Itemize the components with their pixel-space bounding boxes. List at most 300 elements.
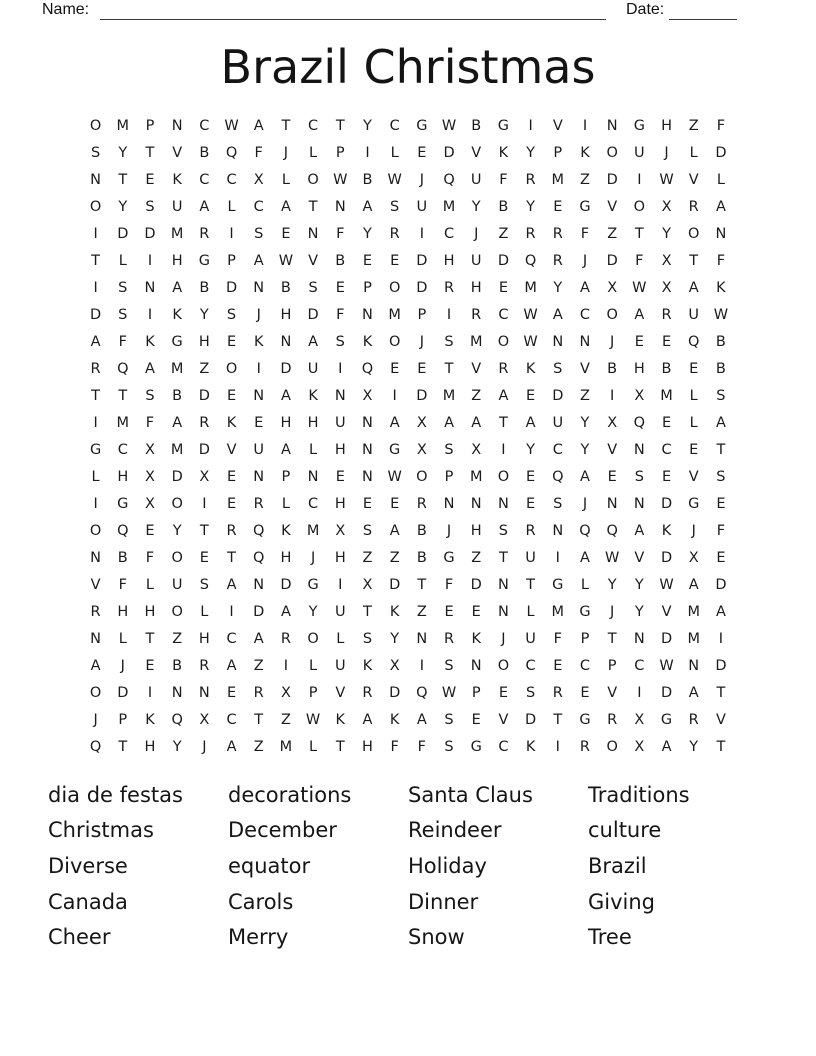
grid-letter: K <box>281 522 291 539</box>
date-label: Date: <box>626 1 665 18</box>
grid-letter: I <box>338 576 343 593</box>
grid-letter: D <box>416 252 428 269</box>
grid-letter: T <box>145 144 155 161</box>
grid-letter: A <box>226 576 237 593</box>
grid-letter: A <box>525 414 536 431</box>
grid-letter: E <box>444 603 454 620</box>
word-bank-item: Cheer <box>48 925 111 950</box>
word-bank-item: decorations <box>228 782 352 807</box>
grid-letter: L <box>281 495 290 512</box>
grid-letter: V <box>308 252 319 269</box>
grid-letter: N <box>198 684 210 701</box>
grid-letter: N <box>171 117 183 134</box>
grid-letter: Z <box>471 549 482 566</box>
grid-letter: O <box>633 198 646 215</box>
grid-letter: X <box>661 252 672 269</box>
grid-letter: A <box>715 603 726 620</box>
grid-letter: L <box>336 630 345 647</box>
grid-letter: Z <box>688 117 699 134</box>
grid-letter: E <box>661 333 672 350</box>
grid-letter: N <box>715 225 727 242</box>
grid-letter: M <box>170 441 184 458</box>
grid-letter: V <box>661 603 672 620</box>
grid-letter: D <box>307 306 319 323</box>
grid-letter: F <box>580 225 590 242</box>
grid-letter: G <box>470 738 482 755</box>
grid-letter: C <box>443 225 455 242</box>
grid-letter: X <box>145 441 155 458</box>
grid-letter: K <box>172 306 182 323</box>
grid-letter: G <box>579 711 591 728</box>
grid-letter: B <box>607 360 618 377</box>
word-bank-item: Canada <box>48 889 128 914</box>
grid-letter: W <box>523 333 538 350</box>
grid-letter: J <box>582 252 588 269</box>
grid-letter: C <box>498 738 509 755</box>
grid-letter: Y <box>634 603 644 620</box>
grid-letter: K <box>145 333 155 350</box>
grid-letter: N <box>416 630 428 647</box>
grid-letter: A <box>362 711 373 728</box>
grid-letter: L <box>91 468 100 485</box>
grid-letter: K <box>389 711 400 728</box>
grid-letter: M <box>116 414 130 431</box>
grid-letter: G <box>633 117 645 134</box>
word-bank-item: Holiday <box>408 853 487 878</box>
grid-letter: W <box>387 171 402 188</box>
grid-letter: L <box>716 171 725 188</box>
word-bank-item: Brazil <box>588 853 647 878</box>
grid-letter: R <box>280 630 291 647</box>
grid-letter: G <box>117 495 129 512</box>
grid-letter: A <box>145 360 155 377</box>
grid-letter: T <box>118 171 128 188</box>
grid-letter: Z <box>253 738 264 755</box>
grid-letter: Q <box>688 333 700 350</box>
grid-letter: P <box>444 468 454 485</box>
grid-letter: E <box>471 603 481 620</box>
grid-letter: C <box>226 630 237 647</box>
name-label: Name: <box>42 1 90 18</box>
grid-letter: N <box>688 657 700 674</box>
grid-letter: X <box>145 468 155 485</box>
grid-letter: N <box>633 495 645 512</box>
grid-letter: T <box>145 630 155 647</box>
grid-letter: E <box>281 225 291 242</box>
grid-letter: E <box>526 387 536 404</box>
grid-letter: U <box>334 657 346 674</box>
grid-letter: A <box>389 522 400 539</box>
grid-letter: A <box>308 333 319 350</box>
grid-letter: I <box>147 684 153 701</box>
grid-letter: K <box>580 144 590 161</box>
grid-letter: K <box>661 522 672 539</box>
grid-letter: D <box>443 144 455 161</box>
grid-letter: A <box>280 198 291 215</box>
grid-letter: E <box>580 684 590 701</box>
grid-letter: L <box>118 252 127 269</box>
grid-letter: Y <box>526 198 536 215</box>
grid-letter: E <box>335 279 345 296</box>
grid-letter: B <box>661 360 672 377</box>
grid-letter: E <box>553 657 563 674</box>
grid-letter: A <box>580 279 590 296</box>
grid-letter: L <box>689 144 698 161</box>
grid-letter: I <box>147 306 153 323</box>
grid-letter: F <box>553 630 562 647</box>
grid-letter: D <box>171 468 183 485</box>
grid-letter: R <box>226 522 237 539</box>
grid-letter: F <box>145 414 155 431</box>
grid-letter: T <box>716 441 726 458</box>
grid-letter: X <box>335 522 346 539</box>
grid-letter: N <box>606 495 618 512</box>
grid-letter: S <box>254 225 264 242</box>
grid-letter: G <box>579 603 591 620</box>
grid-letter: L <box>580 576 590 593</box>
grid-letter: C <box>253 198 264 215</box>
grid-letter: L <box>309 144 318 161</box>
grid-letter: M <box>687 630 700 647</box>
grid-letter: X <box>389 657 400 674</box>
grid-letter: X <box>688 549 699 566</box>
grid-letter: A <box>253 117 264 134</box>
grid-letter: D <box>253 603 265 620</box>
grid-letter: Y <box>308 603 318 620</box>
grid-letter: W <box>659 657 674 674</box>
grid-letter: U <box>634 144 645 161</box>
grid-letter: T <box>91 252 101 269</box>
grid-letter: U <box>171 576 183 593</box>
grid-letter: S <box>118 279 128 296</box>
grid-letter: V <box>471 144 482 161</box>
grid-letter: F <box>254 144 263 161</box>
grid-letter: S <box>362 630 373 647</box>
grid-letter: P <box>363 279 372 296</box>
grid-letter: H <box>334 549 346 566</box>
grid-letter: X <box>362 576 373 593</box>
grid-letter: Y <box>580 414 590 431</box>
grid-letter: C <box>199 171 210 188</box>
grid-letter: N <box>362 414 373 431</box>
grid-letter: K <box>362 657 373 674</box>
grid-letter: H <box>334 441 346 458</box>
grid-letter: E <box>362 495 373 512</box>
grid-letter: J <box>446 522 452 539</box>
grid-letter: Q <box>253 549 265 566</box>
grid-letter: C <box>308 117 319 134</box>
grid-letter: F <box>716 252 726 269</box>
grid-letter: S <box>444 711 454 728</box>
grid-letter: R <box>90 603 101 620</box>
grid-letter: Y <box>390 630 400 647</box>
grid-letter: D <box>389 684 401 701</box>
grid-letter: O <box>606 306 618 323</box>
grid-letter: V <box>498 711 509 728</box>
grid-letter: E <box>145 657 155 674</box>
grid-letter: M <box>469 468 483 485</box>
grid-letter: S <box>553 495 563 512</box>
grid-letter: L <box>689 414 698 431</box>
grid-letter: I <box>446 306 452 323</box>
grid-letter: W <box>224 117 239 134</box>
grid-letter: L <box>390 144 399 161</box>
grid-letter: S <box>498 522 509 539</box>
grid-letter: R <box>199 414 210 431</box>
grid-letter: X <box>634 711 645 728</box>
grid-letter: U <box>334 603 346 620</box>
grid-letter: P <box>118 711 128 728</box>
grid-letter: E <box>661 414 672 431</box>
grid-letter: N <box>334 198 346 215</box>
grid-letter: O <box>416 468 428 485</box>
grid-letter: R <box>199 225 210 242</box>
grid-letter: V <box>688 468 699 485</box>
grid-letter: A <box>362 198 373 215</box>
grid-letter: S <box>362 522 373 539</box>
grid-letter: G <box>497 117 510 134</box>
grid-letter: R <box>525 522 536 539</box>
grid-letter: C <box>308 495 319 512</box>
grid-letter: H <box>171 252 183 269</box>
grid-letter: N <box>633 630 645 647</box>
grid-letter: U <box>307 360 319 377</box>
grid-letter: Q <box>579 522 591 539</box>
grid-letter: T <box>716 684 726 701</box>
grid-letter: J <box>610 333 615 350</box>
grid-letter: A <box>253 252 264 269</box>
grid-letter: Q <box>89 738 102 755</box>
grid-letter: P <box>417 306 427 323</box>
grid-letter: J <box>691 522 696 539</box>
grid-letter: J <box>256 306 261 323</box>
grid-letter: A <box>661 738 672 755</box>
grid-letter: L <box>309 738 318 755</box>
grid-letter: P <box>145 117 155 134</box>
grid-letter: Q <box>633 414 646 431</box>
grid-letter: B <box>715 360 726 377</box>
grid-letter: B <box>117 549 128 566</box>
grid-letter: O <box>388 333 401 350</box>
grid-letter: Q <box>117 522 129 539</box>
word-bank-item: Giving <box>588 889 656 914</box>
grid-letter: H <box>198 333 210 350</box>
grid-letter: H <box>362 738 373 755</box>
grid-letter: N <box>253 576 265 593</box>
word-bank-item: Carols <box>228 889 294 914</box>
grid-letter: G <box>307 576 319 593</box>
grid-letter: A <box>688 576 699 593</box>
grid-letter: M <box>469 333 483 350</box>
grid-letter: Q <box>253 522 265 539</box>
grid-letter: Q <box>552 468 564 485</box>
grid-letter: Q <box>524 252 537 269</box>
grid-letter: N <box>280 333 292 350</box>
grid-letter: V <box>335 684 346 701</box>
grid-letter: E <box>390 252 400 269</box>
grid-letter: R <box>498 360 509 377</box>
puzzle-title: Brazil Christmas <box>220 40 596 94</box>
grid-letter: P <box>580 630 590 647</box>
word-search-grid <box>82 112 735 760</box>
grid-letter: P <box>607 657 617 674</box>
grid-letter: X <box>199 468 210 485</box>
grid-letter: W <box>523 306 538 323</box>
grid-letter: R <box>389 225 400 242</box>
grid-letter: S <box>90 144 101 161</box>
grid-letter: N <box>253 279 265 296</box>
word-bank-item: Christmas <box>48 818 154 843</box>
grid-letter: B <box>280 279 291 296</box>
grid-letter: X <box>661 279 672 296</box>
grid-letter: I <box>202 495 207 512</box>
grid-letter: Y <box>553 279 563 296</box>
grid-letter: F <box>118 333 127 350</box>
grid-letter: C <box>661 441 672 458</box>
grid-letter: D <box>660 684 673 701</box>
grid-letter: D <box>280 576 292 593</box>
grid-letter: Q <box>225 144 238 161</box>
grid-letter: M <box>660 387 673 404</box>
grid-letter: D <box>470 576 482 593</box>
grid-letter: B <box>362 171 373 188</box>
grid-letter: F <box>417 738 427 755</box>
grid-letter: K <box>498 144 509 161</box>
grid-letter: I <box>555 549 560 566</box>
grid-letter: N <box>253 468 265 485</box>
grid-letter: H <box>307 414 319 431</box>
grid-letter: G <box>579 198 591 215</box>
grid-letter: A <box>280 441 291 458</box>
grid-letter: N <box>307 468 319 485</box>
grid-letter: S <box>226 306 237 323</box>
grid-letter: J <box>501 630 506 647</box>
grid-letter: D <box>715 657 727 674</box>
grid-letter: B <box>471 117 482 134</box>
grid-letter: O <box>606 738 618 755</box>
grid-letter: M <box>551 171 565 188</box>
grid-letter: D <box>660 630 673 647</box>
grid-letter: D <box>117 225 129 242</box>
grid-letter: W <box>278 252 294 269</box>
grid-letter: Z <box>498 225 509 242</box>
grid-letter: D <box>660 495 673 512</box>
grid-letter: I <box>419 657 424 674</box>
grid-letter: O <box>171 549 183 566</box>
grid-letter: I <box>93 279 98 296</box>
grid-letter: E <box>607 468 617 485</box>
grid-letter: N <box>362 306 373 323</box>
word-bank-item: dia de festas <box>48 782 183 807</box>
grid-letter: V <box>580 360 590 377</box>
grid-letter: A <box>552 306 563 323</box>
grid-letter: G <box>198 252 210 269</box>
grid-letter: E <box>716 495 726 512</box>
grid-letter: O <box>89 684 102 701</box>
grid-letter: R <box>443 279 455 296</box>
grid-letter: O <box>307 171 319 188</box>
grid-letter: T <box>91 387 101 404</box>
grid-letter: Y <box>607 576 617 593</box>
grid-letter: A <box>715 198 726 215</box>
grid-letter: J <box>202 738 207 755</box>
grid-letter: D <box>198 387 210 404</box>
grid-letter: X <box>199 711 210 728</box>
grid-letter: I <box>256 360 261 377</box>
grid-letter: I <box>93 495 98 512</box>
grid-letter: B <box>172 657 183 674</box>
grid-letter: W <box>713 306 729 323</box>
grid-letter: N <box>552 333 564 350</box>
grid-letter: D <box>389 576 401 593</box>
grid-letter: J <box>419 333 424 350</box>
grid-letter: O <box>89 117 102 134</box>
grid-letter: G <box>552 576 564 593</box>
grid-letter: Y <box>662 225 671 242</box>
grid-letter: J <box>610 603 615 620</box>
grid-letter: N <box>90 171 102 188</box>
grid-letter: S <box>118 306 128 323</box>
grid-letter: X <box>661 198 672 215</box>
grid-letter: G <box>416 117 428 134</box>
grid-letter: S <box>525 684 536 701</box>
grid-letter: A <box>280 387 291 404</box>
grid-letter: Y <box>689 738 699 755</box>
grid-letter: R <box>253 684 264 701</box>
grid-letter: N <box>90 630 102 647</box>
grid-letter: E <box>390 495 400 512</box>
grid-letter: H <box>280 549 292 566</box>
grid-letter: T <box>118 738 128 755</box>
grid-letter: E <box>661 468 672 485</box>
grid-letter: S <box>199 576 209 593</box>
grid-letter: W <box>441 684 457 701</box>
grid-letter: J <box>93 711 98 728</box>
grid-letter: D <box>416 279 428 296</box>
grid-letter: R <box>471 306 482 323</box>
grid-letter: S <box>553 360 563 377</box>
grid-letter: G <box>443 549 455 566</box>
grid-letter: A <box>389 414 400 431</box>
grid-letter: H <box>280 414 292 431</box>
grid-letter: V <box>715 711 726 728</box>
grid-letter: Q <box>361 360 374 377</box>
grid-letter: O <box>307 630 319 647</box>
grid-letter: I <box>501 441 506 458</box>
grid-letter: S <box>390 198 400 215</box>
grid-letter: Y <box>172 738 182 755</box>
grid-letter: R <box>199 657 210 674</box>
grid-letter: O <box>497 333 510 350</box>
grid-letter: D <box>280 360 292 377</box>
grid-letter: T <box>227 549 236 566</box>
grid-letter: P <box>227 252 236 269</box>
grid-letter: K <box>471 630 481 647</box>
grid-letter: R <box>253 495 264 512</box>
grid-letter: R <box>688 198 699 215</box>
grid-letter: N <box>633 441 645 458</box>
grid-letter: N <box>470 657 482 674</box>
grid-letter: E <box>417 144 427 161</box>
grid-letter: S <box>444 441 454 458</box>
grid-letter: O <box>497 657 510 674</box>
word-bank-item: Dinner <box>408 889 479 914</box>
grid-letter: N <box>362 468 373 485</box>
grid-letter: A <box>253 630 264 647</box>
grid-letter: W <box>305 711 321 728</box>
grid-letter: A <box>280 603 291 620</box>
grid-letter: A <box>634 522 645 539</box>
